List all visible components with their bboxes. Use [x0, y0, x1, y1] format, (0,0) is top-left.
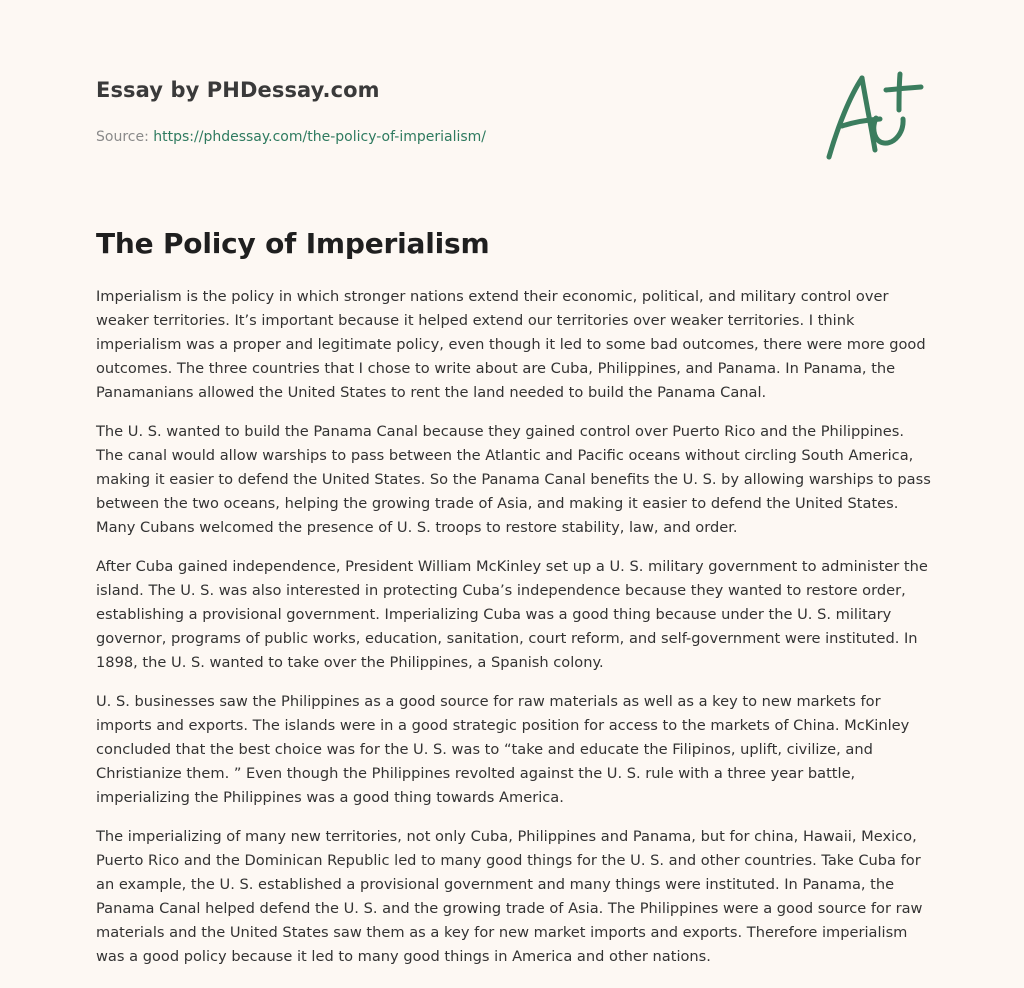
essay-title: The Policy of Imperialism — [96, 227, 490, 260]
essay-paragraph: The U. S. wanted to build the Panama Canal because they gained control over Puerto Rico and the Philippines. The canal would allow warships to pass between the Atlantic and Pacific oceans without circling South America, making it easier to defend the United States. So the Panama Canal benefits the U. S. by allowing warships to pass between the two oceans, helping the growing trade of Asia, and making it easier to defend the United States. Many Cubans welcomed the presence of U. S. troops to restore stability, law, and order. — [96, 423, 931, 536]
essay-body — [96, 285, 932, 984]
essay-paragraph: The imperializing of many new territories, not only Cuba, Philippines and Panama, but for china, Hawaii, Mexico, Puerto Rico and the Dominican Republic led to many good things for the U. S. and other countries. Take Cuba for an example, the U. S. established a provisional government and many things were instituted. In Panama, the Panama Canal helped defend the U. S. and the growing trade of Asia. The Philippines were a good source for raw materials and the United States saw them as a key for new market imports and exports. Therefore imperialism was a good policy because it led to many good things in America and other nations. — [96, 828, 923, 965]
source-label: Source: — [96, 129, 154, 145]
essay-paragraph: After Cuba gained independence, President William McKinley set up a U. S. military government to administer the island. The U. S. was also interested in protecting Cuba’s independence because they wanted to restore order, establishing a provisional government. Imperializing Cuba was a good thing because under the U. S. military governor, programs of public works, education, sanitation, court reform, and self-government were instituted. In 1898, the U. S. wanted to take over the Philippines, a Spanish colony. — [96, 558, 928, 671]
a-plus-grade-icon — [822, 68, 928, 164]
essay-paragraph: Imperialism is the policy in which stronger nations extend their economic, political, and military control over weaker territories. It’s important because it helped extend our territories over weaker territories. I think imperialism was a proper and legitimate policy, even though it led to some bad outcomes, there were more good outcomes. The three countries that I chose to write about are Cuba, Philippines, and Panama. In Panama, the Panamanians allowed the United States to rent the land needed to build the Panama Canal. — [96, 288, 926, 401]
source-line — [96, 127, 736, 147]
essay-paragraph: U. S. businesses saw the Philippines as a good source for raw materials as well as a key to new markets for imports and exports. The islands were in a good strategic position for access to the markets of China. McKinley concluded that the best choice was for the U. S. was to “take and educate the Filipinos, uplift, civilize, and Christianize them. ” Even though the Philippines revolted against the U. S. rule with a three year battle, imperializing the Philippines was a good thing towards America. — [96, 693, 910, 806]
page-header — [96, 74, 736, 147]
site-title: Essay by PHDessay.com — [96, 78, 380, 102]
source-link[interactable]: https://phdessay.com/the-policy-of-imperialism/ — [153, 129, 486, 145]
